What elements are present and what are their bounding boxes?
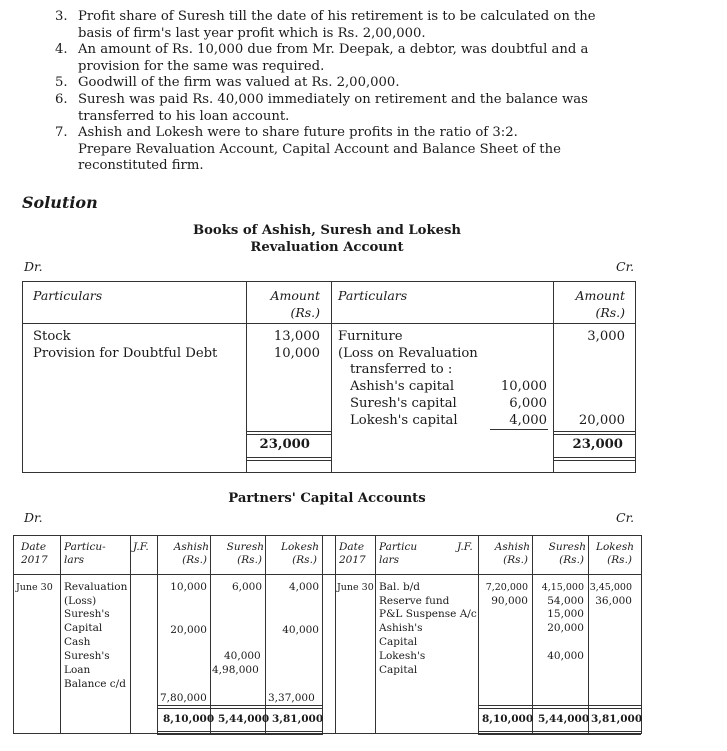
suresh-total-right: 5,44,000 <box>538 713 590 725</box>
dr-label: Dr. <box>24 510 43 525</box>
item-number: 5. <box>55 75 68 90</box>
ashish-bal-bd: 7,20,000 <box>485 582 528 593</box>
right-particular: Lokesh's <box>379 650 426 662</box>
lokesh-total-left: 3,81,000 <box>272 713 324 725</box>
header-rs: (Rs.) <box>503 554 528 566</box>
header-rs: (Rs.) <box>607 554 632 566</box>
item-line: reconstituted firm. <box>78 158 204 173</box>
item-line: provision for the same was required. <box>78 58 325 74</box>
question-item-6 <box>55 92 640 125</box>
reval-partner-value: 10,000 <box>500 379 547 394</box>
header-particulars-right: Particu <box>379 541 418 553</box>
reval-partner-value: 4,000 <box>509 413 547 428</box>
ashish-reval: 10,000 <box>170 581 207 593</box>
item-line: transferred to his loan account. <box>78 108 290 124</box>
header-date-left: Date <box>21 541 47 553</box>
right-particular: Capital <box>379 664 418 676</box>
header-ashish-left: Ashish <box>173 541 209 553</box>
date-left: June 30 <box>16 582 53 593</box>
reval-total-left: 23,000 <box>259 437 310 452</box>
left-particular: (Loss) <box>64 595 97 607</box>
lokesh-reserve: 36,000 <box>595 595 632 607</box>
lokesh-bal-bd: 3,45,000 <box>589 582 632 593</box>
item-line: basis of firm's last year profit which is Rs. 2,00,000. <box>78 25 426 41</box>
ashish-reserve: 90,000 <box>491 595 528 607</box>
right-particular: Capital <box>379 636 418 648</box>
ashish-suresh-capital: 20,000 <box>170 624 207 636</box>
item-line: Suresh was paid Rs. 40,000 immediately on retirement and the balance was <box>78 92 588 107</box>
question-item-7 <box>55 125 640 175</box>
right-particular: Bal. b/d <box>379 581 420 593</box>
right-particular: Reserve fund <box>379 595 450 607</box>
ashish-balance-cd: 7,80,000 <box>160 692 207 704</box>
header-lokesh-right: Lokesh <box>595 541 634 553</box>
cr-label: Cr. <box>616 510 635 525</box>
question-item-5 <box>55 75 640 92</box>
header-jf-left: J.F. <box>133 541 149 553</box>
header-year-left: 2017 <box>21 554 48 566</box>
header-particulars-left: Particu- <box>64 541 106 553</box>
books-title: Books of Ashish, Suresh and Lokesh <box>192 223 461 238</box>
item-number: 6. <box>55 92 68 107</box>
lokesh-suresh-capital: 40,000 <box>282 624 319 636</box>
item-number: 3. <box>55 9 68 24</box>
reval-partner: Ashish's capital <box>350 379 455 394</box>
reval-loss-total: 20,000 <box>578 413 625 428</box>
header-suresh-left: Suresh <box>226 541 264 553</box>
item-line: Ashish and Lokesh were to share future profits in the ratio of 3:2. <box>78 125 518 140</box>
item-line: Profit share of Suresh till the date of his retirement is to be calculated on the <box>78 9 596 24</box>
suresh-bal-bd: 4,15,000 <box>541 582 584 593</box>
left-particular: Cash <box>64 636 91 648</box>
left-particular: Suresh's <box>64 650 110 662</box>
suresh-loan: 4,98,000 <box>212 664 259 676</box>
reval-partner-value: 6,000 <box>509 396 547 411</box>
lokesh-total-right: 3,81,000 <box>591 713 643 725</box>
header-rs: (Rs.) <box>292 554 317 566</box>
left-particular: Suresh's <box>64 608 110 620</box>
ashish-total-right: 8,10,000 <box>482 713 534 725</box>
reval-right-particular: Furniture <box>338 329 403 344</box>
header-particulars-right: Particulars <box>338 288 408 303</box>
question-item-3 <box>55 9 640 42</box>
header-suresh-right: Suresh <box>548 541 586 553</box>
revaluation-title: Revaluation Account <box>250 240 404 255</box>
header-particulars-right: lars <box>379 554 400 566</box>
suresh-from-lokesh: 40,000 <box>547 650 584 662</box>
header-jf-right: J.F. <box>457 541 473 553</box>
header-rs: (Rs.) <box>559 554 584 566</box>
suresh-cash: 40,000 <box>224 650 261 662</box>
suresh-from-ashish: 20,000 <box>547 622 584 634</box>
suresh-reserve: 54,000 <box>547 595 584 607</box>
header-rs-right: (Rs.) <box>595 305 625 320</box>
left-particular: Balance c/d <box>64 678 126 690</box>
left-particular: Capital <box>64 622 103 634</box>
reval-loss-line: transferred to : <box>350 362 453 377</box>
item-number: 7. <box>55 125 68 140</box>
right-particular: Ashish's <box>379 622 423 634</box>
cr-label: Cr. <box>616 259 635 274</box>
header-amount-right: Amount <box>575 288 625 303</box>
reval-partner: Lokesh's capital <box>350 413 458 428</box>
reval-right-amount: 3,000 <box>587 329 625 344</box>
solution-heading: Solution <box>22 193 98 212</box>
header-rs: (Rs.) <box>182 554 207 566</box>
dr-label: Dr. <box>24 259 43 274</box>
lokesh-reval: 4,000 <box>288 581 319 593</box>
left-particular: Revaluation <box>64 581 128 593</box>
suresh-total-left: 5,44,000 <box>218 713 270 725</box>
reval-left-particular: Provision for Doubtful Debt <box>33 346 218 361</box>
header-lokesh-left: Lokesh <box>280 541 319 553</box>
reval-left-amount: 13,000 <box>273 329 320 344</box>
capital-title: Partners' Capital Accounts <box>228 491 426 506</box>
ashish-total-left: 8,10,000 <box>163 713 215 725</box>
reval-loss-line: (Loss on Revaluation <box>338 346 478 361</box>
right-particular: P&L Suspense A/c <box>379 608 477 620</box>
question-item-4 <box>55 42 640 75</box>
reval-left-particular: Stock <box>33 329 71 344</box>
item-line: An amount of Rs. 10,000 due from Mr. Deepak, a debtor, was doubtful and a <box>78 42 589 57</box>
header-particulars-left: Particulars <box>33 288 103 303</box>
reval-left-amount: 10,000 <box>273 346 320 361</box>
header-amount-left: Amount <box>270 288 320 303</box>
header-date-right: Date <box>339 541 365 553</box>
header-rs-left: (Rs.) <box>290 305 320 320</box>
item-number: 4. <box>55 42 68 57</box>
item-line: Goodwill of the firm was valued at Rs. 2,00,000. <box>78 75 400 90</box>
suresh-reval: 6,000 <box>231 581 262 593</box>
left-particular: Loan <box>64 664 91 676</box>
reval-partner: Suresh's capital <box>350 396 457 411</box>
lokesh-balance-cd: 3,37,000 <box>268 692 315 704</box>
header-year-right: 2017 <box>339 554 366 566</box>
reval-total-right: 23,000 <box>572 437 623 452</box>
date-right: June 30 <box>337 582 374 593</box>
header-rs: (Rs.) <box>237 554 262 566</box>
header-ashish-right: Ashish <box>494 541 530 553</box>
suresh-pl-suspense: 15,000 <box>547 608 584 620</box>
item-line: Prepare Revaluation Account, Capital Account and Balance Sheet of the <box>78 141 561 157</box>
header-particulars-left: lars <box>64 554 85 566</box>
revaluation-table <box>22 281 636 473</box>
